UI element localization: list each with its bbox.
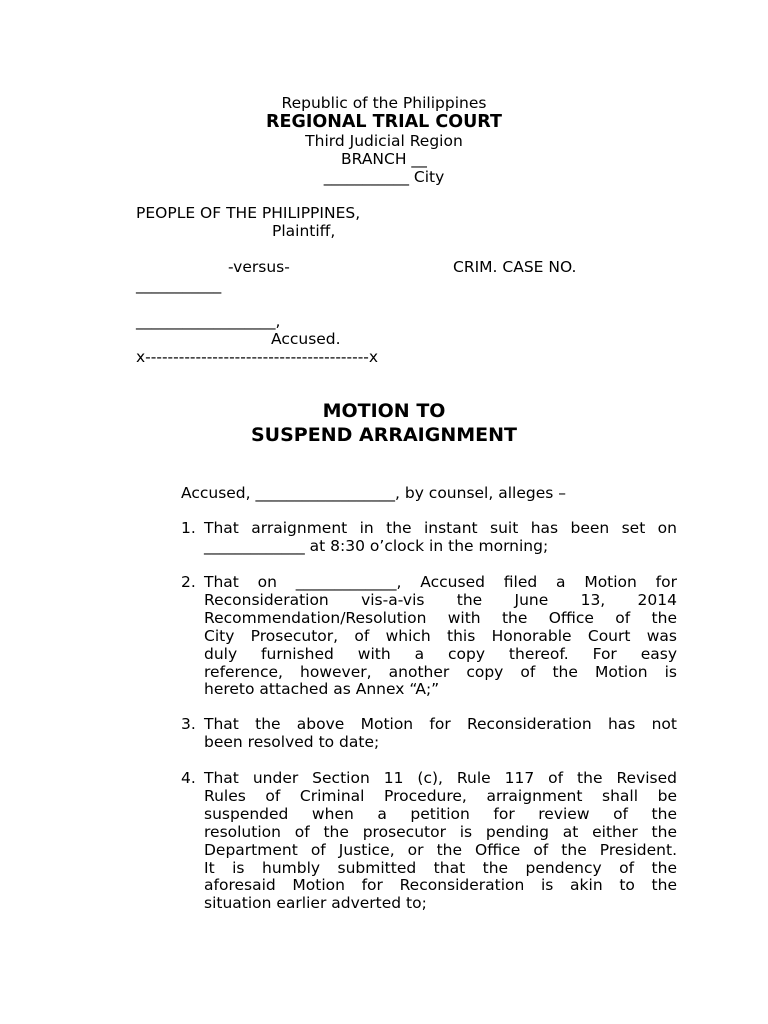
allegation-number: 2. bbox=[181, 573, 196, 591]
allegation-number: 3. bbox=[181, 715, 196, 733]
text-line: _____________ at 8:30 o’clock in the morning; bbox=[204, 536, 549, 555]
text-line: duly furnished with a copy thereof. For easy bbox=[204, 644, 677, 663]
text-line: situation earlier adverted to; bbox=[204, 894, 427, 913]
text-line: That on _____________, Accused filed a Motion for bbox=[204, 573, 677, 591]
text-line: aforesaid Motion for Reconsideration is akin to the bbox=[204, 876, 677, 895]
case-number-blank: ___________ bbox=[136, 276, 222, 294]
judicial-region: Third Judicial Region bbox=[305, 132, 463, 150]
republic-heading: Republic of the Philippines bbox=[281, 94, 487, 112]
motion-title-line1: MOTION TO bbox=[322, 400, 446, 422]
court-name: REGIONAL TRIAL COURT bbox=[266, 112, 502, 132]
plaintiff-name: PEOPLE OF THE PHILIPPINES, bbox=[136, 204, 361, 222]
motion-title-line2: SUSPEND ARRAIGNMENT bbox=[251, 424, 517, 446]
plaintiff-label: Plaintiff, bbox=[272, 222, 336, 240]
text-line: reference, however, another copy of the Motion is bbox=[204, 662, 677, 681]
text-line: hereto attached as Annex “A;” bbox=[204, 680, 440, 699]
text-line: suspended when a petition for review of the bbox=[204, 804, 677, 823]
allegation-text bbox=[204, 520, 677, 556]
allegation-1 bbox=[181, 520, 677, 556]
text-line: Reconsideration vis-a-vis the June 13, 2014 bbox=[204, 590, 677, 609]
text-line: been resolved to date; bbox=[204, 732, 380, 751]
text-line: That arraignment in the instant suit has been set on bbox=[204, 519, 677, 537]
allegation-number: 4. bbox=[181, 769, 196, 787]
intro-sentence: Accused, __________________, by counsel, alleges – bbox=[181, 484, 566, 502]
text-line: City Prosecutor, of which this Honorable Court was bbox=[204, 626, 677, 645]
text-line: That the above Motion for Reconsideration has not bbox=[204, 715, 677, 733]
accused-label: Accused. bbox=[271, 330, 341, 348]
allegation-4 bbox=[181, 770, 677, 913]
text-line: That under Section 11 (c), Rule 117 of the Revised bbox=[204, 769, 677, 787]
allegation-text bbox=[204, 716, 677, 752]
city-line: ___________ City bbox=[323, 168, 445, 186]
text-line: Rules of Criminal Procedure, arraignment shall be bbox=[204, 786, 677, 805]
text-line: Recommendation/Resolution with the Office of the bbox=[204, 608, 677, 627]
allegation-number: 1. bbox=[181, 519, 196, 537]
text-line: resolution of the prosecutor is pending at either the bbox=[204, 822, 677, 841]
versus-label: -versus- bbox=[228, 258, 290, 276]
allegation-3 bbox=[181, 716, 677, 752]
accused-name-blank: __________________, bbox=[136, 312, 281, 330]
text-line: It is humbly submitted that the pendency of the bbox=[204, 858, 677, 877]
caption-divider: x----------------------------------------x bbox=[136, 348, 379, 366]
allegation-text bbox=[204, 770, 677, 913]
text-line: Department of Justice, or the Office of the President. bbox=[204, 840, 677, 859]
case-number-label: CRIM. CASE NO. bbox=[453, 258, 577, 276]
allegation-2 bbox=[181, 574, 677, 699]
allegation-text bbox=[204, 574, 677, 699]
branch-line: BRANCH __ bbox=[341, 150, 427, 168]
